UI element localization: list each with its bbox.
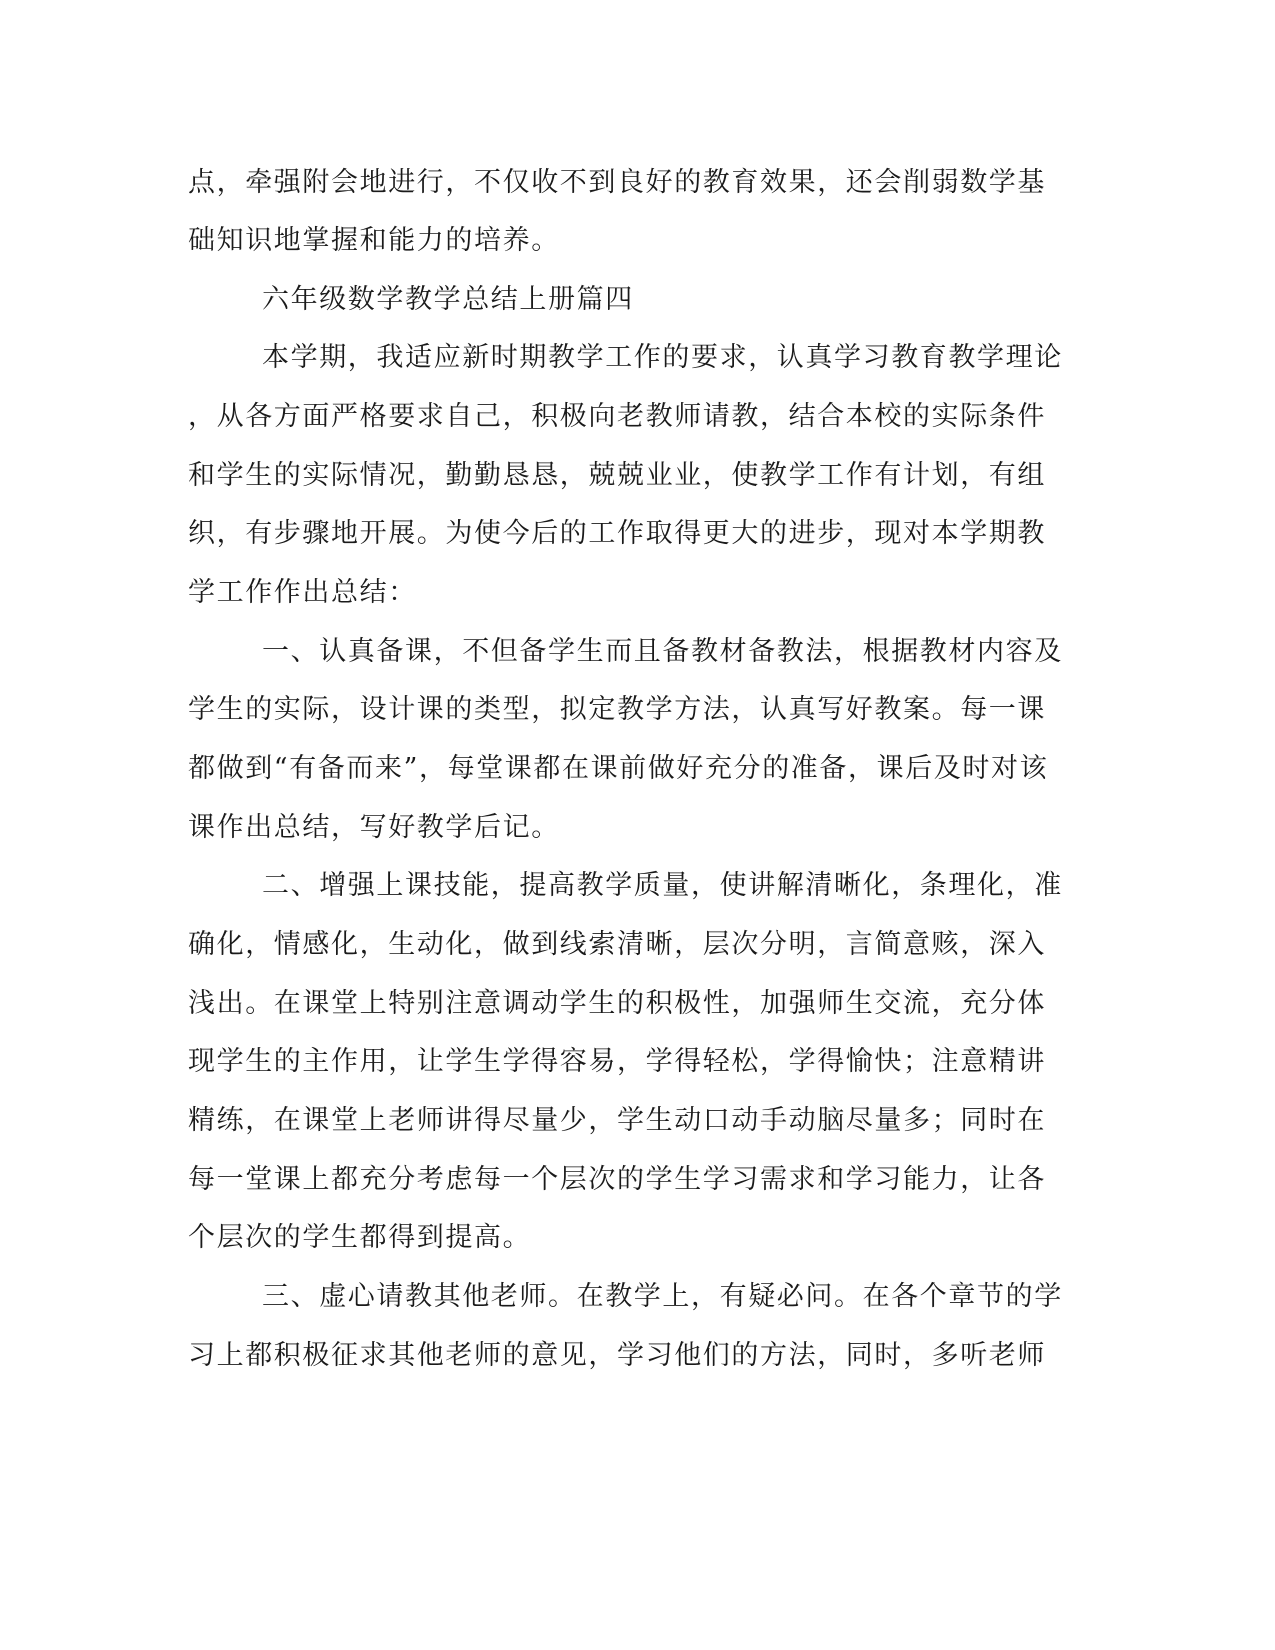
text-line: 点，牵强附会地进行，不仅收不到良好的教育效果，还会削弱数学基 (188, 167, 1046, 198)
text-line: 个层次的学生都得到提高。 (188, 1222, 532, 1253)
text-line: 三、虚心请教其他老师。在教学上，有疑必问。在各个章节的学 (262, 1281, 1063, 1312)
text-line: 现学生的主作用，让学生学得容易，学得轻松，学得愉快；注意精讲 (188, 1046, 1046, 1077)
text-line: 每一堂课上都充分考虑每一个层次的学生学习需求和学习能力，让各 (188, 1164, 1046, 1195)
text-line: 都做到“有备而来”，每堂课都在课前做好充分的准备，课后及时对该 (188, 753, 1049, 784)
text-line: ，从各方面严格要求自己，积极向老教师请教，结合本校的实际条件 (188, 401, 1046, 432)
text-line: 础知识地掌握和能力的培养。 (188, 225, 560, 256)
text-line: 学工作作出总结： (188, 577, 417, 608)
text-line: 精练，在课堂上老师讲得尽量少，学生动口动手动脑尽量多；同时在 (188, 1105, 1046, 1136)
section-heading: 六年级数学教学总结上册篇四 (262, 284, 634, 315)
text-line: 习上都积极征求其他老师的意见，学习他们的方法，同时，多听老师 (188, 1340, 1046, 1371)
text-line: 学生的实际，设计课的类型，拟定教学方法，认真写好教案。每一课 (188, 694, 1046, 725)
text-line: 二、增强上课技能，提高教学质量，使讲解清晰化，条理化，准 (262, 870, 1063, 901)
text-line: 一、认真备课，不但备学生而且备教材备教法，根据教材内容及 (262, 636, 1063, 667)
text-line: 本学期，我适应新时期教学工作的要求，认真学习教育教学理论 (262, 342, 1063, 373)
text-line: 织，有步骤地开展。为使今后的工作取得更大的进步，现对本学期教 (188, 518, 1046, 549)
text-line: 和学生的实际情况，勤勤恳恳，兢兢业业，使教学工作有计划，有组 (188, 460, 1046, 491)
text-line: 浅出。在课堂上特别注意调动学生的积极性，加强师生交流，充分体 (188, 988, 1046, 1019)
text-line: 确化，情感化，生动化，做到线索清晰，层次分明，言简意赅，深入 (188, 929, 1046, 960)
text-line: 课作出总结，写好教学后记。 (188, 812, 560, 843)
